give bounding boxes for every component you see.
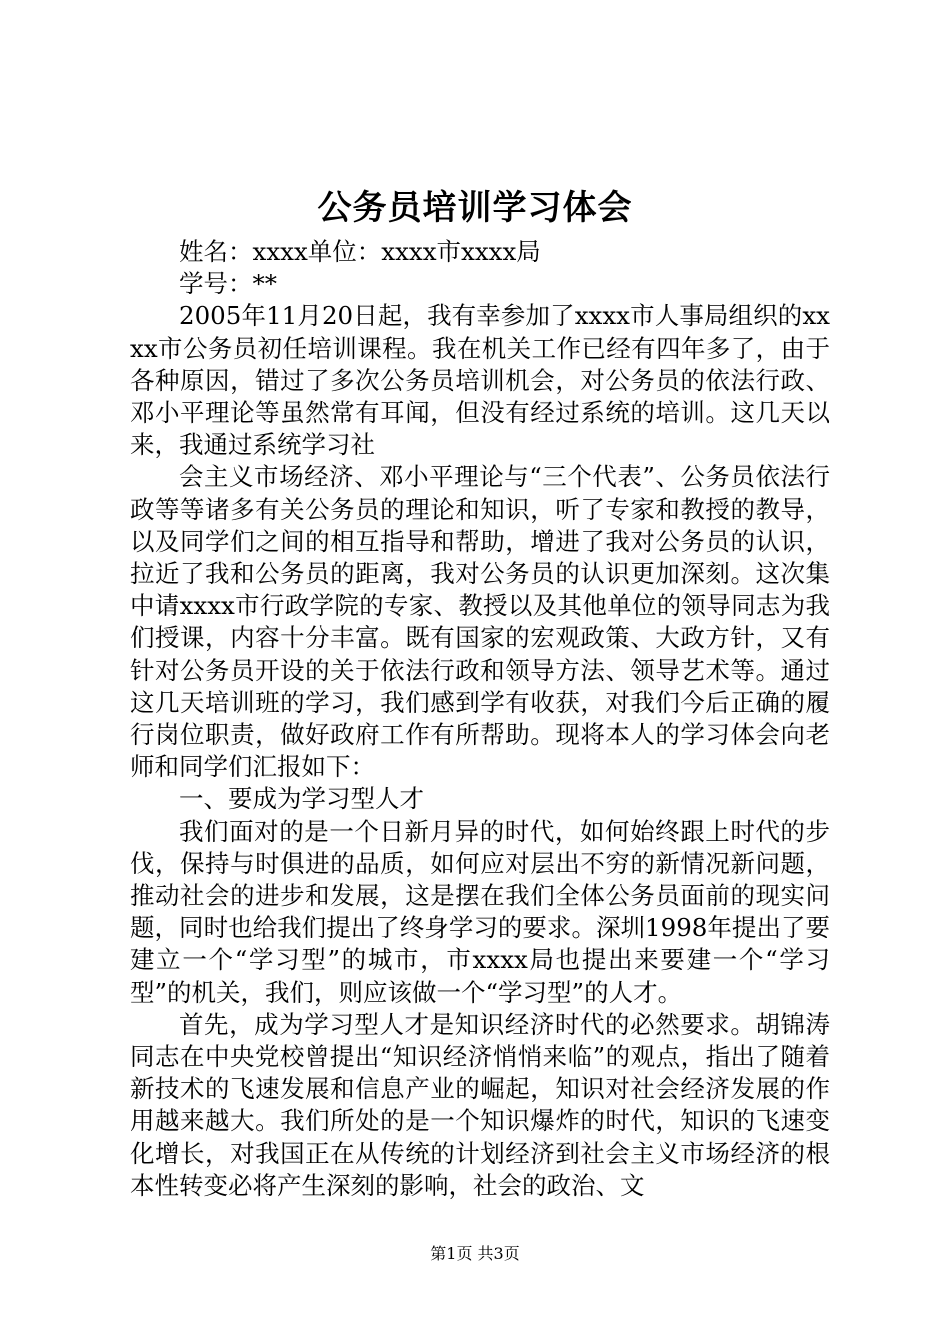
paragraph-continued: 会主义市场经济、邓小平理论与“三个代表”、公务员依法行政等等诸多有关公务员的理论和知识，听了专家和教授的教导，以及同学们之间的相互指导和帮助，增进了我对公务员的认识，拉近了我和公务员的距离，我对公务员的认识更加深刻。这次集中请xxxx市行政学院的专家、教授以及其他单位的领导同志为我们授课，内容十分丰富。既有国家的宏观政策、大政方针，又有针对公务员开设的关于依法行政和领导方法、领导艺术等。通过这几天培训班的学习，我们感到学有收获，对我们今后正确的履行岗位职责，做好政府工作有所帮助。现将本人的学习体会向老师和同学们汇报如下： (130, 462, 830, 782)
paragraph-intro: 2005年11月20日起，我有幸参加了xxxx市人事局组织的xxxx市公务员初任培训课程。我在机关工作已经有四年多了，由于各种原因，错过了多次公务员培训机会，对公务员的依法行政、邓小平理论等虽然常有耳闻，但没有经过系统的培训。这几天以来，我通过系统学习社 (130, 301, 830, 460)
author-line: 姓名：xxxx单位：xxxx市xxxx局 (179, 237, 541, 266)
section-heading: 一、要成为学习型人才 (179, 784, 424, 814)
paragraph-learning-era: 我们面对的是一个日新月异的时代，如何始终跟上时代的步伐，保持与时俱进的品质，如何应对层出不穷的新情况新问题，推动社会的进步和发展，这是摆在我们全体公务员面前的现实问题，同时也给我们提出了终身学习的要求。深圳1998年提出了要建立一个“学习型”的城市，市xxxx局也提出来要建一个“学习型”的机关，我们，则应该做一个“学习型”的人才。 (130, 816, 830, 1007)
document-body (130, 236, 830, 1202)
paragraph-first-point: 首先，成为学习型人才是知识经济时代的必然要求。胡锦涛同志在中央党校曾提出“知识经济悄悄来临”的观点，指出了随着新技术的飞速发展和信息产业的崛起，知识对社会经济发展的作用越来越大。我们所处的是一个知识爆炸的时代，知识的飞速变化增长，对我国正在从传统的计划经济到社会主义市场经济的根本性转变必将产生深刻的影响，社会的政治、文 (130, 1009, 830, 1200)
page-footer: 第1页 共3页 (430, 1244, 520, 1263)
document-title: 公务员培训学习体会 (317, 188, 633, 228)
student-id-line: 学号：** (179, 269, 277, 299)
